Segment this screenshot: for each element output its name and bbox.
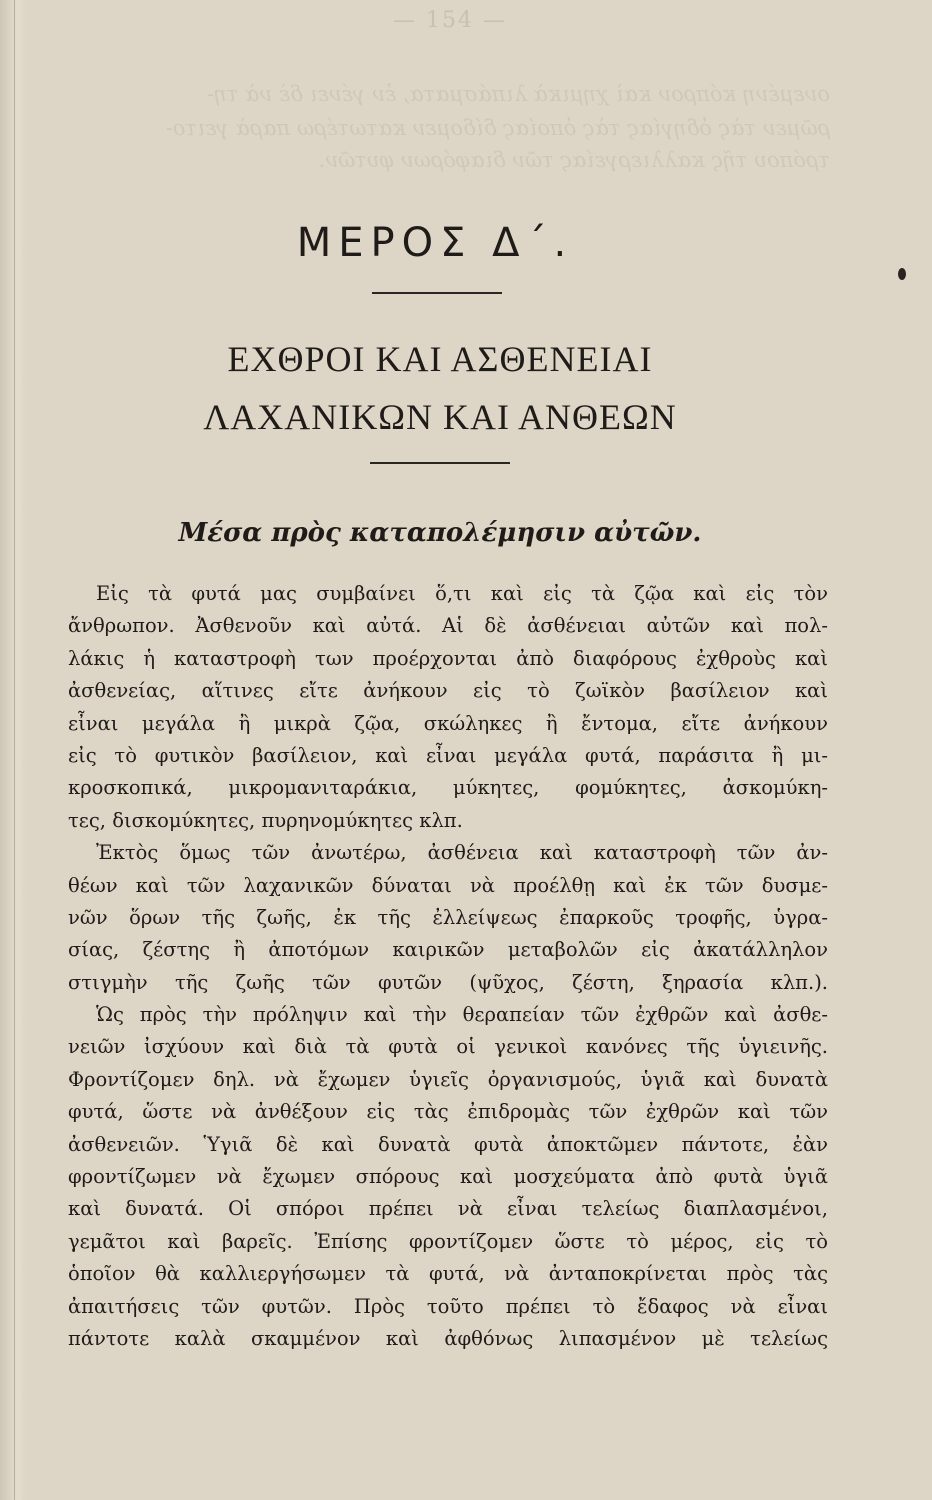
body-line: πάντοτε καλὰ σκαμμένον καὶ ἀφθόνως λιπασμένον μὲ τελείως <box>68 1326 828 1350</box>
chapter-title-line-2: ΛΑΧΑΝΙΚΩΝ ΚΑΙ ΑΝΘΕΩΝ <box>203 397 677 437</box>
body-line: κροσκοπικά, μικρομανιταράκια, μύκητες, φομύκητες, ἀσκομύκη- <box>68 776 828 800</box>
body-line: εἰς τὸ φυτικὸν βασίλειον, καὶ εἶναι μεγάλα φυτά, παράσιτα ἢ μι- <box>68 743 828 767</box>
title-rule <box>370 462 510 464</box>
book-page <box>60 0 830 1500</box>
body-line: θέων καὶ τῶν λαχανικῶν δύναται νὰ προέλθῃ καὶ ἐκ τῶν δυσμε- <box>68 873 828 897</box>
bleed-through-line-3: τρόπου τῆς καλλιεργείας τῶν διαφόρων φυτῶν. <box>318 148 830 172</box>
page-number: — 154 — <box>393 8 507 33</box>
body-line: φυτά, ὥστε νὰ ἀνθέξουν εἰς τὰς ἐπιδρομὰς τῶν ἐχθρῶν καὶ τῶν <box>68 1100 828 1124</box>
body-line: λάκις ἡ καταστροφὴ των προέρχονται ἀπὸ διαφόρους ἐχθροὺς καὶ <box>68 646 828 670</box>
body-line: φροντίζωμεν νὰ ἔχωμεν σπόρους καὶ μοσχεύματα ἀπὸ φυτὰ ὑγιᾶ <box>68 1165 828 1189</box>
body-line: Εἰς τὰ φυτά μας συμβαίνει ὅ,τι καὶ εἰς τὰ ζῷα καὶ εἰς τὸν <box>96 582 828 605</box>
body-line: ἀπαιτήσεις τῶν φυτῶν. Πρὸς τοῦτο πρέπει τὸ ἔδαφος νὰ εἶναι <box>68 1294 828 1318</box>
body-line: εἶναι μεγάλα ἢ μικρὰ ζῷα, σκώληκες ἢ ἔντομα, εἴτε ἀνήκουν <box>68 711 828 735</box>
body-line: νῶν ὅρων τῆς ζωῆς, ἐκ τῆς ἐλλείψεως ἐπαρκοῦς τροφῆς, ὑγρα- <box>68 905 828 929</box>
bleed-through-line-1: ονεμένη κόπρον καὶ χημικὰ λιπάσματα, ἐν γένει δὲ νὰ τη- <box>207 82 830 106</box>
ink-spot <box>898 268 906 280</box>
bleed-through-line-2: ρῶμεν τὰς ὁδηγίας τὰς ὁποίας δίδομεν κατωτέρω παρὰ γειτο- <box>165 116 830 140</box>
body-line: Ὡς πρὸς τὴν πρόληψιν καὶ τὴν θεραπείαν τῶν ἐχθρῶν καὶ ἀσθε- <box>96 1003 828 1027</box>
body-line: ἄνθρωπον. Ἀσθενοῦν καὶ αὐτά. Αἱ δὲ ἀσθένειαι αὐτῶν καὶ πολ- <box>68 614 828 638</box>
body-line: στιγμὴν τῆς ζωῆς τῶν φυτῶν (ψῦχος, ζέστη, ξηρασία κλπ.). <box>68 970 828 994</box>
body-line: ὁποῖον θὰ καλλιεργήσωμεν τὰ φυτά, νὰ ἀνταποκρίνεται πρὸς τὰς <box>68 1262 828 1286</box>
body-line: Ἐκτὸς ὅμως τῶν ἀνωτέρω, ἀσθένεια καὶ καταστροφὴ τῶν ἀν- <box>96 841 828 865</box>
body-line: τες, δισκομύκητες, πυρηνομύκητες κλπ. <box>68 808 463 832</box>
body-text <box>68 578 828 1355</box>
body-line: καὶ δυνατά. Οἱ σπόροι πρέπει νὰ εἶναι τελείως διαπλασμένοι, <box>68 1197 828 1221</box>
body-line: σίας, ζέστης ἢ ἀποτόμων καιρικῶν μεταβολῶν εἰς ἀκατάλληλον <box>68 938 828 962</box>
chapter-title-line-1: ΕΧΘΡΟΙ ΚΑΙ ΑΣΘΕΝΕΙΑΙ <box>227 339 653 379</box>
body-line: Φροντίζομεν δηλ. νὰ ἔχωμεν ὑγιεῖς ὀργανισμούς, ὑγιᾶ καὶ δυνατὰ <box>68 1067 828 1091</box>
body-line: ἀσθενείας, αἵτινες εἴτε ἀνήκουν εἰς τὸ ζωϊκὸν βασίλειον καὶ <box>68 679 828 703</box>
body-line: νειῶν ἰσχύουν καὶ διὰ τὰ φυτὰ οἱ γενικοὶ κανόνες τῆς ὑγιεινῆς. <box>68 1035 828 1059</box>
part-heading-rule <box>372 292 502 294</box>
section-subtitle: Μέσα πρὸς καταπολέμησιν αὐτῶν. <box>178 518 702 548</box>
body-line: γεμᾶτοι καὶ βαρεῖς. Ἐπίσης φροντίζομεν ὥστε τὸ μέρος, εἰς τὸ <box>68 1229 828 1253</box>
book-spine-shadow <box>0 0 26 1500</box>
body-line: ἀσθενειῶν. Ὑγιᾶ δὲ καὶ δυνατὰ φυτὰ ἀποκτῶμεν πάντοτε, ἐὰν <box>68 1132 828 1156</box>
part-heading: ΜΕΡΟΣ Δ΄. <box>296 220 574 266</box>
